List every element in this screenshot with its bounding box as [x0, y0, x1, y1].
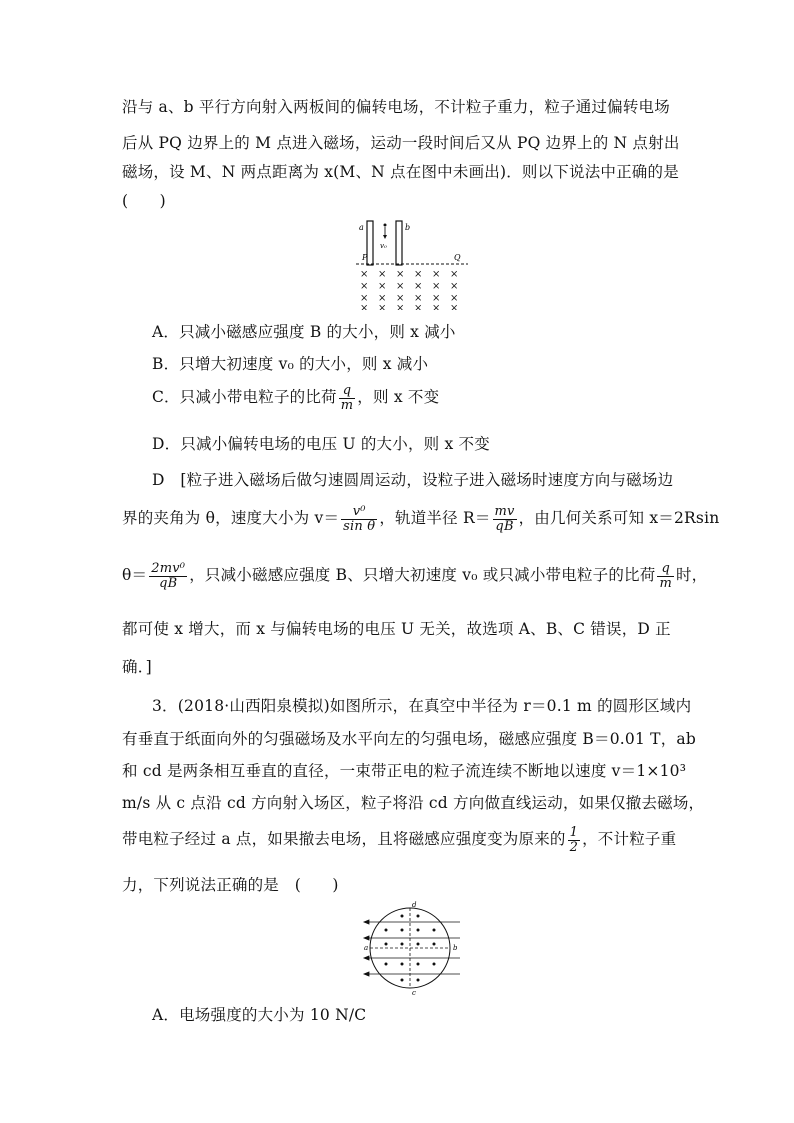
answer-line3: θ＝ $\frac{\text{2mv⁰}}{qB}$ ，只减小磁感应强度 B、只增大初速度 v₀ 或只减小带电粒子的比荷 $\frac{q}{m}$ 时， [122, 561, 708, 591]
problem3-option-a: A．电场强度的大小为 10 N/C [152, 1006, 367, 1024]
plate-a [367, 221, 373, 265]
label-Q: Q [454, 253, 461, 262]
svg-text:×: × [414, 303, 423, 310]
answer-line4: 都可使 x 增大，而 x 与偏转电场的电压 U 无关，故选项 A、B、C 错误，D 正 [122, 620, 671, 638]
problem3-line4: m/s 从 c 点沿 cd 方向射入场区，粒子将沿 cd 方向做直线运动，如果仅撤去磁场， [122, 794, 705, 812]
label-b2: b [453, 944, 458, 952]
problem3-line3: 和 cd 是两条相互垂直的直径，一束带正电的粒子流连续不断地以速度 v＝1×10³ [122, 762, 687, 780]
label-c: c [412, 989, 416, 996]
svg-text:×: × [414, 269, 423, 280]
problem2-bracket: ( ) [122, 192, 166, 210]
svg-text:×: × [378, 293, 387, 304]
svg-text:×: × [450, 281, 459, 292]
radius-fraction: $\frac{mv}{qB}$ [494, 504, 515, 534]
problem2-line1: 沿与 a、b 平行方向射入两板间的偏转电场，不计粒子重力，粒子通过偏转电场 [122, 98, 670, 116]
svg-text:×: × [396, 303, 405, 310]
problem3-line6: 力，下列说法正确的是 ( ) [122, 876, 339, 894]
problem2-figure [340, 216, 470, 310]
charge-mass-fraction-2: $\frac{q}{m}$ [659, 561, 672, 591]
particle-dot [384, 224, 387, 227]
label-v0: v₀ [380, 242, 387, 250]
answer-line2: 界的夹角为 θ，速度大小为 v＝ $\frac{\text{v⁰}}{\text{sin θ}}$ ，轨道半径 R＝ $\frac{mv}{qB}$ ，由几何关系可知 x＝2Rsin [122, 504, 720, 534]
option-c-pre: C．只减小带电粒子的比荷 [152, 388, 337, 407]
label-b: b [405, 223, 411, 232]
svg-text:×: × [360, 303, 369, 310]
velocity-fraction: $\frac{\text{v⁰}}{\text{sin θ}}$ [343, 504, 376, 534]
svg-text:×: × [450, 303, 459, 310]
svg-text:×: × [414, 281, 423, 292]
label-a: a [359, 223, 364, 232]
svg-text:×: × [360, 293, 369, 304]
problem3-line5: 带电粒子经过 a 点，如果撤去电场，且将磁感应强度变为原来的 $\frac{1}{2}$ ，不计粒子重 [122, 825, 677, 855]
problem2-line3: 磁场，设 M、N 两点距离为 x(M、N 点在图中未画出)．则以下说法中正确的是 [122, 163, 679, 181]
plate-b [396, 221, 402, 265]
svg-text:×: × [450, 293, 459, 304]
magnetic-field-crosses [360, 269, 458, 310]
svg-text:×: × [396, 269, 405, 280]
svg-text:×: × [432, 293, 441, 304]
svg-text:×: × [378, 281, 387, 292]
svg-text:×: × [396, 281, 405, 292]
option-d: D．只减小偏转电场的电压 U 的大小，则 x 不变 [152, 435, 490, 453]
svg-text:×: × [414, 293, 423, 304]
label-P: P [362, 253, 368, 262]
label-a2: a [364, 944, 369, 952]
option-a: A．只减小磁感应强度 B 的大小，则 x 减小 [152, 323, 456, 341]
svg-text:×: × [396, 293, 405, 304]
answer-line1: D [粒子进入磁场后做匀速圆周运动，设粒子进入磁场时速度方向与磁场边 [152, 471, 674, 489]
problem2-line2: 后从 PQ 边界上的 M 点进入磁场，运动一段时间后又从 PQ 边界上的 N 点射出 [122, 134, 680, 152]
svg-text:×: × [432, 303, 441, 310]
problem3-line1: 3．(2018·山西阳泉模拟)如图所示，在真空中半径为 r＝0.1 m 的圆形区域内 [152, 697, 692, 715]
svg-text:×: × [378, 303, 387, 310]
label-d: d [412, 901, 417, 909]
x-fraction: $\frac{\text{2mv⁰}}{qB}$ [151, 561, 186, 591]
svg-text:×: × [432, 269, 441, 280]
svg-text:×: × [378, 269, 387, 280]
charge-mass-fraction: $\frac{q}{m}$ [340, 383, 354, 413]
option-c-post: ，则 x 不变 [357, 388, 440, 407]
problem3-line2: 有垂直于纸面向外的匀强磁场及水平向左的匀强电场，磁感应强度 B＝0.01 T，ab [122, 730, 696, 748]
problem3-figure [358, 900, 464, 996]
option-b: B．只增大初速度 v₀ 的大小，则 x 减小 [152, 355, 429, 373]
svg-text:×: × [360, 281, 369, 292]
answer-line5: 确．] [122, 658, 152, 676]
half-fraction: $\frac{1}{2}$ [569, 825, 579, 855]
svg-text:×: × [432, 281, 441, 292]
svg-text:×: × [360, 269, 369, 280]
svg-text:×: × [450, 269, 459, 280]
option-c [152, 384, 712, 412]
